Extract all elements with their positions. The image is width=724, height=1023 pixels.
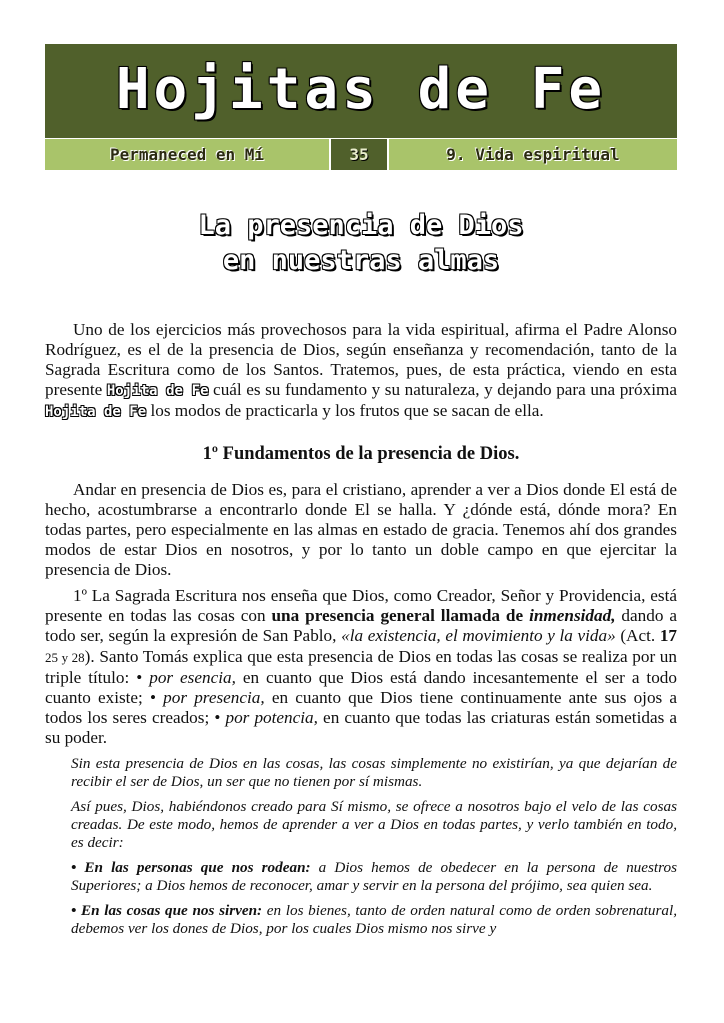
intro-text-3: los modos de practicarla y los frutos que se sacan de ella. bbox=[146, 401, 544, 420]
chapter-number: 17 bbox=[659, 626, 677, 645]
quote-paragraph: Así pues, Dios, habiéndonos creado para Sí mismo, se ofrece a nosotros bajo el velo de las cosas creadas. De este modo, hemos de aprender a ver a Dios en todas partes, y verlo también en todo, es decir: bbox=[71, 798, 677, 851]
brand-mention: Hojita de Fe bbox=[45, 404, 147, 420]
text-run: ). Santo Tomás explica que esta presencia de Dios en todas las cosas se realiza por un triple título: • bbox=[45, 647, 677, 687]
text-run: 1º La Sagrada Escritura nos enseña que Dios, como Creador, Señor y Providencia, está presente en todas las cosas con bbox=[45, 586, 677, 625]
text-run: a Dios hemos de obedecer en la persona de nuestros Superiores; a Dios hemos de reconocer, amar y servir en la persona del prójimo, sea quien sea. bbox=[71, 859, 677, 894]
italic-run: por presencia, bbox=[163, 688, 265, 707]
text-run: (Act. bbox=[615, 626, 660, 645]
quote-paragraph bbox=[71, 859, 677, 895]
intro-text-2: cuál es su fundamento y su naturaleza, y dejando para una próxima bbox=[208, 380, 677, 399]
italic-run: por esencia, bbox=[149, 668, 236, 687]
text-run: dando a todo ser, según la expresión de San Pablo, bbox=[45, 606, 677, 645]
verse-numbers: 25 y 28 bbox=[45, 650, 85, 665]
intro-text-1: Uno de los ejercicios más provechosos para la vida espiritual, afirma el Padre Alonso Rodríguez, es el de la presencia de Dios, según enseñanza y recomendación, tanto de la Sagrada Escritura como de los Santos. Tratemos, pues, de esta práctica, viendo en esta presente bbox=[45, 320, 677, 399]
masthead bbox=[45, 44, 677, 170]
brand-mention: Hojita de Fe bbox=[106, 383, 209, 399]
section-heading: 1º Fundamentos de la presencia de Dios. bbox=[202, 444, 520, 464]
italic-run: «la existencia, el movimiento y la vida» bbox=[341, 626, 616, 645]
text-run: en cuanto que todas las criaturas están sometidas a su poder. bbox=[45, 708, 677, 747]
bold-run: • En las cosas que nos sirven: bbox=[71, 902, 263, 919]
masthead-banner bbox=[45, 44, 677, 138]
issue-number: 35 bbox=[331, 139, 387, 170]
publication-title: Hojitas de Fe bbox=[115, 57, 607, 122]
text-run: en cuanto que Dios tiene continuamente ante sus ojos a todos los seres creados; • bbox=[45, 688, 678, 727]
masthead-subbar bbox=[45, 139, 677, 170]
body-paragraph bbox=[45, 586, 677, 748]
bold-run: • En las personas que nos rodean: bbox=[71, 859, 311, 876]
bold-italic-run: inmensidad, bbox=[529, 606, 616, 625]
body-paragraph: Andar en presencia de Dios es, para el cristiano, aprender a ver a Dios donde El está de hecho, acostumbrarse a encontrarlo donde El se halla. Y ¿dónde está, dónde mora? En todas partes, pero especialmente en las almas en estado de gracia. Tenemos ahí dos grandes modos de estar Dios en nosotros, y por lo tanto un doble campo en que ejercitar la presencia de Dios. bbox=[45, 480, 677, 579]
article-title bbox=[45, 208, 677, 278]
italic-run: por potencia, bbox=[225, 708, 318, 727]
text-run: en cuanto que Dios está dando incesantemente el ser a todo cuanto existe; • bbox=[45, 668, 677, 707]
text-run: en los bienes, tanto de orden natural como de orden sobrenatural, debemos ver los dones de Dios, por los cuales Dios mismo nos sirve y bbox=[71, 902, 678, 937]
intro-paragraph bbox=[45, 320, 677, 422]
article-title-line2: en nuestras almas bbox=[222, 245, 500, 276]
quote-paragraph: Sin esta presencia de Dios en las cosas, las cosas simplemente no existirían, ya que dejarían de recibir el ser de Dios, un ser que no tienen por sí mismas. bbox=[71, 755, 677, 790]
article-body bbox=[45, 320, 677, 938]
quote-paragraph bbox=[71, 902, 677, 938]
series-label: Permaneced en Mí bbox=[45, 139, 329, 170]
section-label: 9. Vida espiritual bbox=[389, 139, 677, 170]
bold-run: una presencia general llamada de bbox=[271, 606, 530, 625]
article-title-line1: La presencia de Dios bbox=[198, 210, 524, 241]
